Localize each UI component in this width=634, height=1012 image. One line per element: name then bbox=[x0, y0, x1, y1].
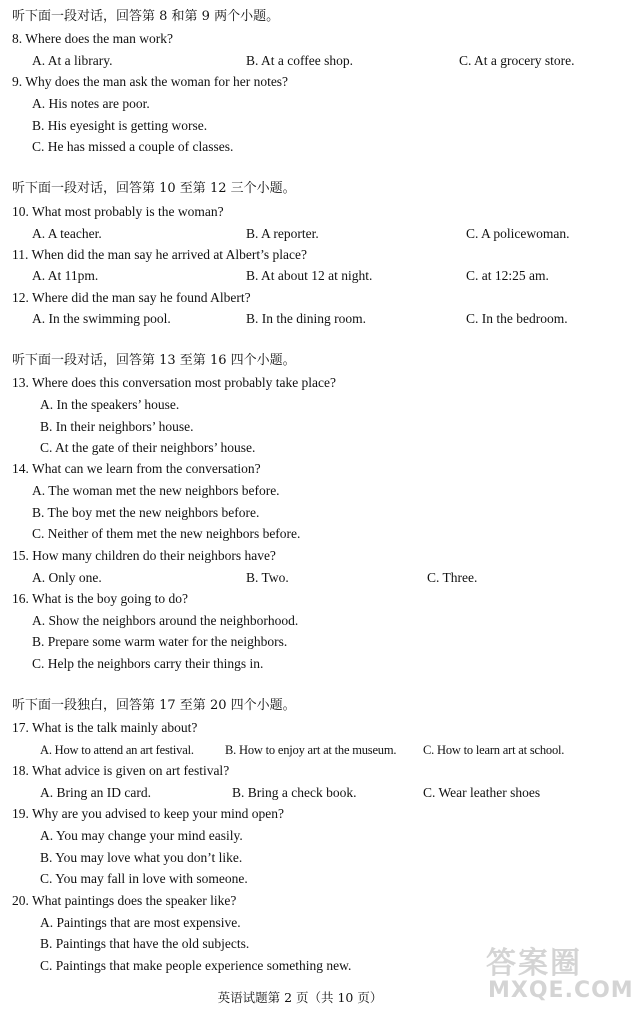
question-16-option-c: C. Help the neighbors carry their things in. bbox=[32, 656, 264, 671]
question-20-option-c: C. Paintings that make people experience something new. bbox=[40, 958, 352, 973]
question-12-stem: 12. Where did the man say he found Albert? bbox=[12, 290, 251, 305]
question-8-option-c: C. At a grocery store. bbox=[459, 53, 575, 68]
question-17-option-c: C. How to learn art at school. bbox=[423, 743, 565, 757]
question-16-option-a: A. Show the neighbors around the neighborhood. bbox=[32, 613, 299, 628]
question-11-option-b: B. At about 12 at night. bbox=[246, 268, 373, 283]
question-9-option-a: A. His notes are poor. bbox=[32, 96, 150, 111]
question-10-stem: 10. What most probably is the woman? bbox=[12, 204, 224, 219]
question-17-option-b: B. How to enjoy art at the museum. bbox=[225, 743, 397, 757]
question-8-option-a: A. At a library. bbox=[32, 53, 113, 68]
question-8-option-b: B. At a coffee shop. bbox=[246, 53, 353, 68]
page-footer: 英语试题第 2 页（共 10 页） bbox=[217, 990, 383, 1005]
question-17-stem: 17. What is the talk mainly about? bbox=[12, 720, 198, 735]
question-10-option-c: C. A policewoman. bbox=[466, 226, 570, 241]
question-18-stem: 18. What advice is given on art festival? bbox=[12, 763, 230, 778]
question-10-option-b: B. A reporter. bbox=[246, 226, 319, 241]
question-11-option-a: A. At 11pm. bbox=[32, 268, 99, 283]
question-17-option-a: A. How to attend an art festival. bbox=[40, 743, 194, 757]
question-20-option-b: B. Paintings that have the old subjects. bbox=[40, 936, 250, 951]
question-14-option-b: B. The boy met the new neighbors before. bbox=[32, 505, 260, 520]
question-15-stem: 15. How many children do their neighbors have? bbox=[12, 548, 276, 563]
question-19-option-b: B. You may love what you don’t like. bbox=[40, 850, 243, 865]
question-18-option-a: A. Bring an ID card. bbox=[40, 785, 151, 800]
question-8-stem: 8. Where does the man work? bbox=[12, 31, 173, 46]
question-15-option-c: C. Three. bbox=[427, 570, 478, 585]
question-11-option-c: C. at 12:25 am. bbox=[466, 268, 549, 283]
section-instruction-8-9: 听下面一段对话，回答第 8 和第 9 两个小题。 bbox=[12, 9, 280, 24]
section-instruction-13-16: 听下面一段对话，回答第 13 至第 16 四个小题。 bbox=[12, 353, 296, 368]
section-instruction-17-20: 听下面一段独白，回答第 17 至第 20 四个小题。 bbox=[12, 698, 296, 713]
question-15-option-b: B. Two. bbox=[246, 570, 289, 585]
question-14-option-c: C. Neither of them met the new neighbors before. bbox=[32, 526, 301, 541]
question-14-option-a: A. The woman met the new neighbors before. bbox=[32, 483, 280, 498]
question-16-stem: 16. What is the boy going to do? bbox=[12, 591, 188, 606]
question-13-option-c: C. At the gate of their neighbors’ house. bbox=[40, 440, 256, 455]
question-18-option-c: C. Wear leather shoes bbox=[423, 785, 541, 800]
question-19-option-a: A. You may change your mind easily. bbox=[40, 828, 243, 843]
question-12-option-b: B. In the dining room. bbox=[246, 311, 366, 326]
watermark-domain-text: MXQE.COM bbox=[488, 978, 634, 1003]
question-18-option-b: B. Bring a check book. bbox=[232, 785, 357, 800]
question-9-option-b: B. His eyesight is getting worse. bbox=[32, 118, 208, 133]
question-16-option-b: B. Prepare some warm water for the neighbors. bbox=[32, 634, 288, 649]
question-19-option-c: C. You may fall in love with someone. bbox=[40, 871, 248, 886]
question-12-option-c: C. In the bedroom. bbox=[466, 311, 568, 326]
watermark-logo-text: 答案圈 bbox=[486, 946, 582, 981]
question-13-option-a: A. In the speakers’ house. bbox=[40, 397, 180, 412]
question-10-option-a: A. A teacher. bbox=[32, 226, 102, 241]
question-9-option-c: C. He has missed a couple of classes. bbox=[32, 139, 234, 154]
question-9-stem: 9. Why does the man ask the woman for her notes? bbox=[12, 74, 289, 89]
question-13-option-b: B. In their neighbors’ house. bbox=[40, 419, 194, 434]
question-19-stem: 19. Why are you advised to keep your mind open? bbox=[12, 806, 284, 821]
question-20-stem: 20. What paintings does the speaker like? bbox=[12, 893, 237, 908]
question-14-stem: 14. What can we learn from the conversation? bbox=[12, 461, 261, 476]
section-instruction-10-12: 听下面一段对话，回答第 10 至第 12 三个小题。 bbox=[12, 181, 296, 196]
question-15-option-a: A. Only one. bbox=[32, 570, 102, 585]
question-13-stem: 13. Where does this conversation most probably take place? bbox=[12, 375, 337, 390]
question-12-option-a: A. In the swimming pool. bbox=[32, 311, 171, 326]
question-11-stem: 11. When did the man say he arrived at Albert’s place? bbox=[12, 247, 308, 262]
question-20-option-a: A. Paintings that are most expensive. bbox=[40, 915, 241, 930]
